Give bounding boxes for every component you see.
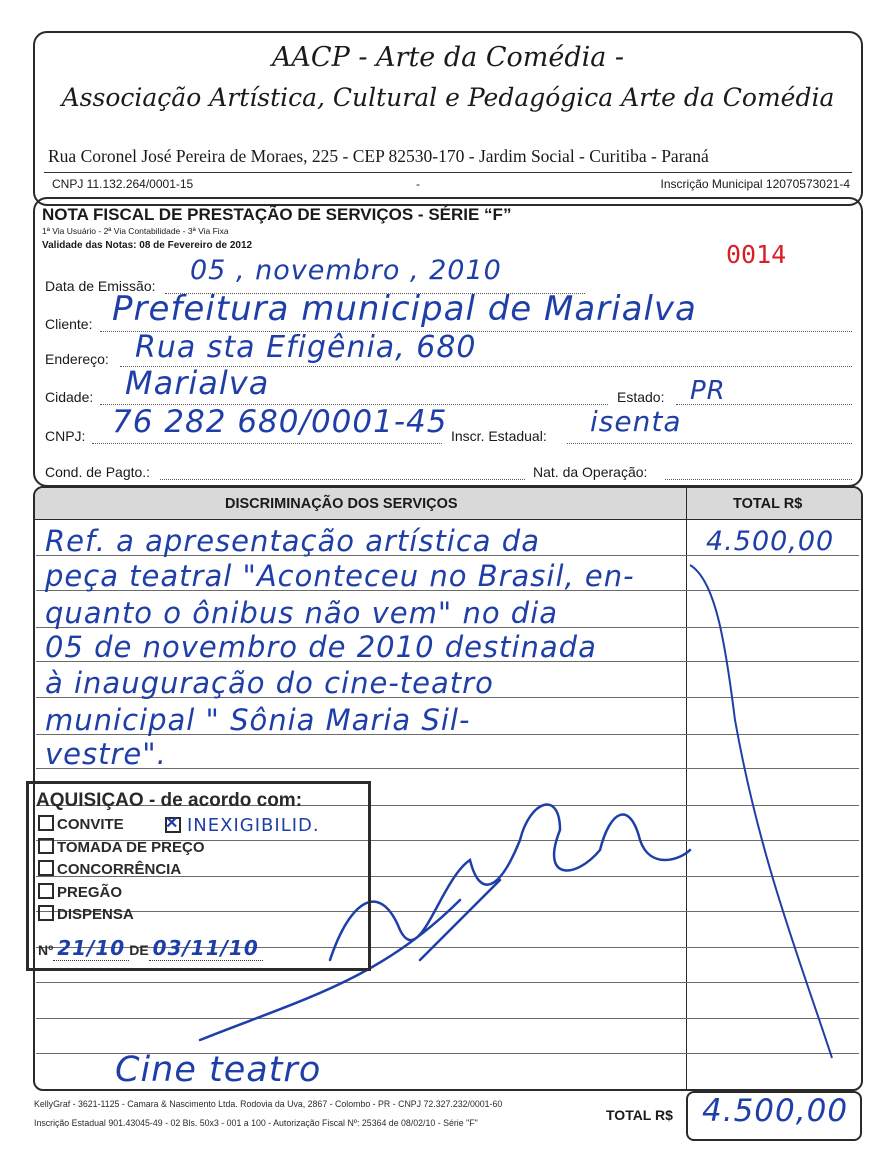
checkbox [38,815,54,831]
invoice-number: 0014 [726,240,787,269]
stamp-title: AQUISIÇAO - de acordo com: [36,790,303,811]
stamp-option [38,883,122,901]
service-line: quanto o ônibus não vem" no dia [45,596,559,630]
cidade-value: Marialva [125,364,270,402]
stamp-option-label: CONCORRÊNCIA [57,861,182,878]
invoice-vias: 1ª Via Usuário - 2ª Via Contabilidade - 3ª Via Fixa [42,226,229,236]
inscricao-municipal: Inscrição Municipal 12070573021-4 [660,177,850,191]
footer-total-value: 4.500,00 [702,1093,849,1129]
org-address: Rua Coronel José Pereira de Moraes, 225 - CEP 82530-170 - Jardim Social - Curitiba - Paraná [48,146,709,166]
cliente-label: Cliente: [45,316,93,332]
inscr-estadual-value: isenta [590,405,682,438]
stamp-option [38,815,124,833]
services-desc-header: DISCRIMINAÇÃO DOS SERVIÇOS [225,496,458,512]
service-line-total: 4.500,00 [706,526,835,557]
cnpj-value: 76 282 680/0001-45 [112,404,448,440]
checkbox [38,905,54,921]
invoice-validade: Validade das Notas: 08 de Fevereiro de 2012 [42,240,253,251]
nat-operacao-label: Nat. da Operação: [533,464,648,480]
total-strike-line [690,565,832,1058]
org-full-name: Associação Artística, Cultural e Pedagógica Arte da Comédia [61,83,835,112]
stamp-handwritten-option: INEXIGIBILID. [187,815,320,836]
service-line: Ref. a apresentação artística da [45,524,540,558]
cond-pagto-label: Cond. de Pagto.: [45,464,151,480]
stamp-option-label: CONVITE [57,816,124,833]
service-line: 05 de novembro de 2010 destinada [45,630,597,664]
check-mark-icon: ✕ [165,815,179,832]
services-total-header: TOTAL R$ [733,496,803,512]
stamp-date-prefix: DE [129,942,149,958]
data-emissao-value: 05 , novembro , 2010 [190,255,502,286]
footer-note: Cine teatro [115,1050,322,1090]
checkbox [38,860,54,876]
data-emissao-label: Data de Emissão: [45,278,156,294]
estado-value: PR [690,376,726,406]
service-line: vestre". [45,737,167,771]
endereco-label: Endereço: [45,351,109,367]
stamp-number-row [38,936,263,960]
cidade-label: Cidade: [45,389,94,405]
stamp-option [38,860,181,878]
stamp-date-value: 03/11/10 [149,936,263,961]
service-line: peça teatral "Aconteceu no Brasil, en- [45,559,635,593]
stamp-option [38,905,134,923]
header-separator: - [416,177,420,191]
service-line: municipal " Sônia Maria Sil- [45,703,471,737]
org-cnpj: CNPJ 11.132.264/0001-15 [52,177,194,191]
stamp-option [165,815,320,836]
inscr-estadual-label: Inscr. Estadual: [451,428,547,444]
service-line: à inauguração do cine-teatro [45,666,494,700]
stamp-option-label: TOMADA DE PREÇO [57,839,205,856]
org-short-name: AACP - Arte da Comédia - [271,42,625,73]
invoice-title: NOTA FISCAL DE PRESTAÇÃO DE SERVIÇOS - SÉRIE “F” [42,205,512,224]
cnpj-label: CNPJ: [45,428,86,444]
cliente-value: Prefeitura municipal de Marialva [112,289,697,329]
stamp-option-label: PREGÃO [57,884,123,901]
stamp-number-prefix: Nº [38,942,54,958]
printer-info-line1: KellyGraf - 3621-1125 - Camara & Nascimento Ltda. Rodovia da Uva, 2867 - Colombo - PR - CNPJ 72.327.232/0001-60 [34,1099,503,1109]
footer-total-label: TOTAL R$ [606,1107,673,1123]
stamp-option [38,838,205,856]
estado-label: Estado: [617,389,665,405]
endereco-value: Rua sta Efigênia, 680 [135,330,477,365]
stamp-option-label: DISPENSA [57,906,134,923]
stamp-number-value: 21/10 [53,936,129,961]
checkbox [38,838,54,854]
checkbox [38,883,54,899]
printer-info-line2: Inscrição Estadual 901.43045-49 - 02 Bls. 50x3 - 001 a 100 - Autorização Fiscal Nº: 25364 de 08/02/10 - Série "F" [34,1118,478,1128]
checkbox-checked [165,817,181,833]
